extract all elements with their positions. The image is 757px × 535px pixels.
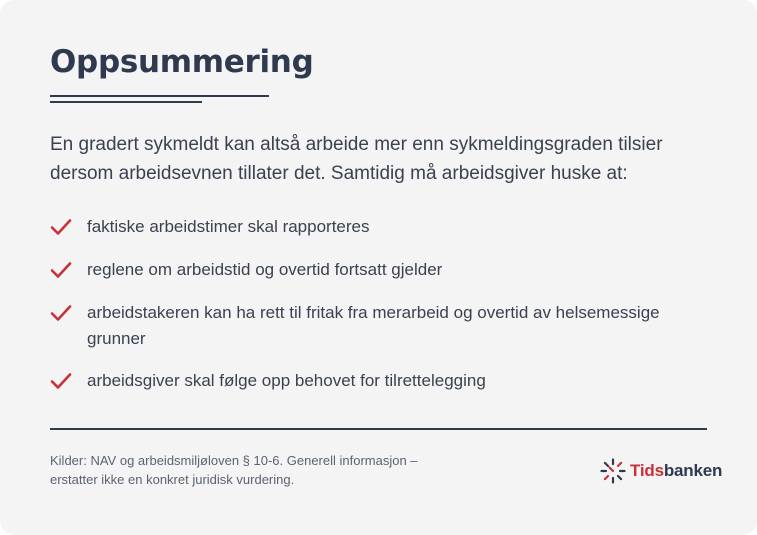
page-title: Oppsummering [50, 44, 314, 80]
checklist [50, 214, 710, 394]
sources-line-1: Kilder: NAV og arbeidsmiljøloven § 10-6. Generell informasjon – [50, 453, 418, 468]
sources-note [50, 452, 430, 489]
checklist-item-text: arbeidstakeren kan ha rett til fritak fra merarbeid og overtid av helsemessige grunner [87, 303, 660, 348]
check-icon [50, 217, 72, 237]
tidsbanken-logo [600, 456, 722, 486]
clock-burst-icon [600, 458, 626, 484]
logo-text-main: banken [663, 461, 723, 480]
checklist-item-text: reglene om arbeidstid og overtid fortsatt gjelder [87, 260, 443, 279]
check-icon [50, 303, 72, 323]
checklist-item [50, 257, 710, 283]
sources-line-2: erstatter ikke en konkret juridisk vurdering. [50, 471, 295, 487]
footer-divider [50, 428, 707, 430]
checklist-item [50, 214, 710, 240]
check-icon [50, 371, 72, 391]
check-icon [50, 260, 72, 280]
title-underline-short [50, 101, 202, 103]
checklist-item-text: faktiske arbeidstimer skal rapporteres [87, 217, 370, 236]
logo-text-accent: Tids [630, 461, 664, 480]
title-underline-long [50, 95, 269, 97]
checklist-item [50, 300, 710, 352]
checklist-item [50, 368, 710, 394]
intro-paragraph: En gradert sykmeldt kan altså arbeide mer enn sykmeldingsgraden tilsier dersom arbeidsevnen tillater det. Samtidig må arbeidsgiver huske at: [50, 134, 663, 184]
checklist-item-text: arbeidsgiver skal følge opp behovet for tilrettelegging [87, 371, 486, 390]
